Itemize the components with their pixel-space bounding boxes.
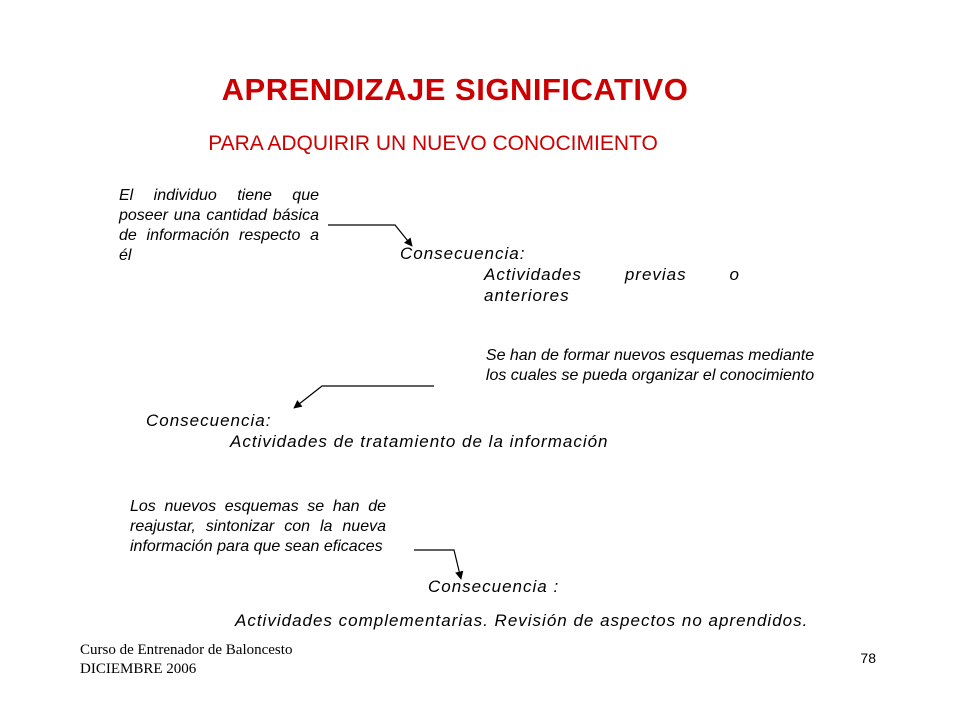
slide-subtitle: PARA ADQUIRIR UN NUEVO CONOCIMIENTO <box>208 132 658 155</box>
footer-date: DICIEMBRE 2006 <box>80 661 197 677</box>
page-number: 78 <box>860 650 876 666</box>
consequence-block-3 <box>235 610 825 631</box>
consequence-block-1 <box>400 243 740 306</box>
note-readjust-schemes: Los nuevos esquemas se han de reajustar, sintonizar con la nueva información para que sean eficaces <box>130 498 386 555</box>
consequence-label: Consecuencia: <box>146 411 272 430</box>
slide-title: APRENDIZAJE SIGNIFICATIVO <box>221 72 689 107</box>
arrow-block-3 <box>414 550 461 579</box>
consequence-text: Actividades de tratamiento de la información <box>230 432 609 451</box>
footer <box>80 641 400 679</box>
consequence-label: Consecuencia : <box>428 577 560 596</box>
note-new-schemes: Se han de formar nuevos esquemas mediante los cuales se pueda organizar el conocimiento <box>485 347 815 384</box>
consequence-text: Actividades complementarias. Revisión de aspectos no aprendidos. <box>235 611 809 630</box>
consequence-text: Actividades previas o anteriores <box>484 265 740 305</box>
footer-course: Curso de Entrenador de Baloncesto <box>80 642 293 658</box>
consequence-label: Consecuencia: <box>400 244 526 263</box>
consequence-block-2 <box>146 410 666 452</box>
arrow-block-2 <box>294 386 434 408</box>
note-prior-knowledge: El individuo tiene que poseer una cantidad básica de información respecto a él <box>119 187 319 264</box>
